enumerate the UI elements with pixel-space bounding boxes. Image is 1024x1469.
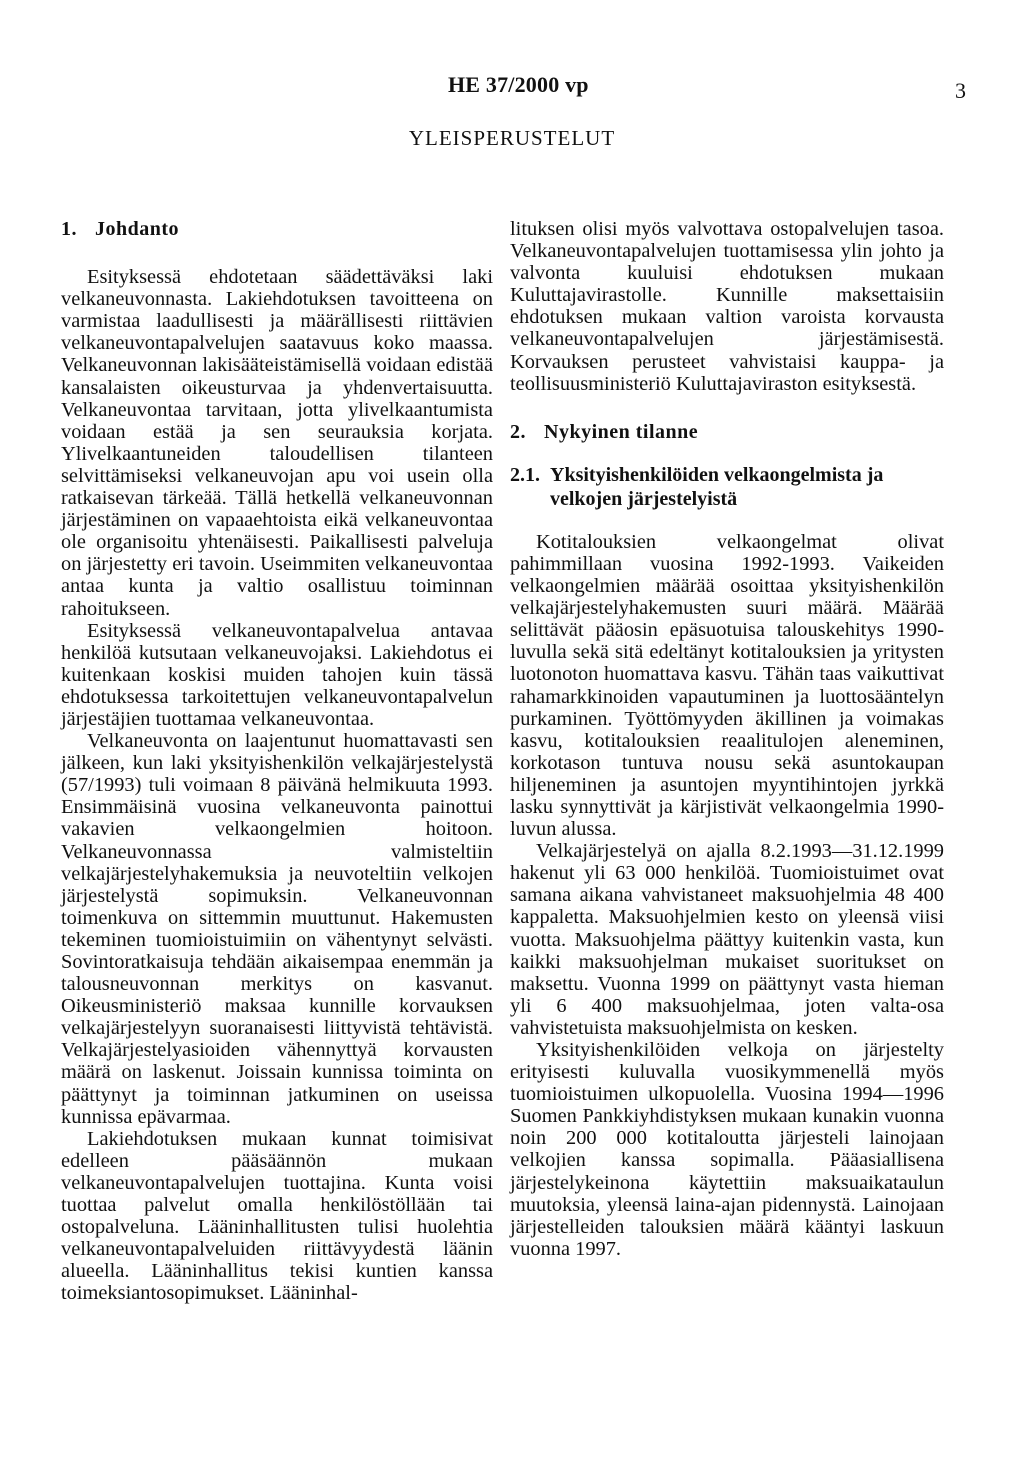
right-column (510, 218, 944, 1260)
paragraph: Velkaneuvonta on laajentunut huomattavasti sen jälkeen, kun laki yksityishenkilön velkajärjestelystä (57/1993) tuli voimaan 8 päivänä helmikuuta 1993. Ensimmäisinä vuosina velkaneuvonta painottui vakavien velkaongelmien hoitoon. Velkaneuvonnassa valmisteltiin velkajärjestelyhakemuksia ja neuvoteltiin velkojen järjestelystä sopimuksin. Velkaneuvonnan toimenkuva on sittemmin muuttunut. Hakemusten tekeminen tuomioistuimiin on vähentynyt selvästi. Sovintoratkaisuja tehdään aikaisempaa enemmän ja talousneuvonnan merkitys on kasvanut. Oikeusministeriö maksaa kunnille korvauksen velkajärjestelyyn suoranaisesti liittyvistä tehtävistä. Velkajärjestelyasioiden vähennyttyä korvausten määrä on laskenut. Joissain kunnissa toiminta on päättynyt ja toiminnan jatkuminen on useissa kunnissa epävarmaa. (61, 730, 493, 1128)
document-id: HE 37/2000 vp (448, 72, 589, 97)
subheading-text: Yksityishenkilöiden velkaongelmista ja velkojen järjestelyistä (550, 463, 884, 510)
paragraph: Yksityishenkilöiden velkoja on järjestelty erityisesti kuluvalla vuosikymmenellä myös tuomioistuimen ulkopuolella. Vuosina 1994—1996 Suomen Pankkiyhdistyksen mukaan kunakin vuonna noin 200 000 kotitaloutta järjesteli lainojaan velkojien kanssa sopimalla. Pääasiallisena järjestelykeinona käytettiin maksuaikataulun muutoksia, yleensä laina-ajan pidennystä. Lainojaan järjestelleiden talouksien määrä kääntyi laskuun vuonna 1997. (510, 1039, 944, 1260)
subheading-velkaongelmat (510, 463, 944, 511)
subheading-number: 2.1. (510, 463, 540, 486)
left-column (61, 218, 493, 1305)
section-title: YLEISPERUSTELUT (408, 126, 616, 150)
heading-number: 2. (510, 420, 526, 443)
paragraph: Esityksessä velkaneuvontapalvelua antavaa henkilöä kutsutaan velkaneuvojaksi. Lakiehdotus ei kuitenkaan koskisi muiden tahojen kuin tässä ehdotuksessa tarkoitettujen velkaneuvontapalvelun järjestäjien tuottamaa velkaneuvontaa. (61, 619, 493, 730)
heading-johdanto (61, 218, 493, 240)
heading-nykyinen-tilanne (510, 421, 944, 443)
paragraph: Esityksessä ehdotetaan säädettäväksi laki velkaneuvonnasta. Lakiehdotuksen tavoitteena on varmistaa laadullisesti ja määrällisesti riittävien velkaneuvontapalvelujen saatavuus koko maassa. Velkaneuvonnan lakisääteistämisellä voidaan edistää kansalaisten oikeusturvaa ja yhdenvertaisuutta. Velkaneuvontaa tarvitaan, jotta ylivelkaantumista voidaan estää ja sen seurauksia korjata. Ylivelkaantuneiden taloudellisen tilanteen selvittämiseksi velkaneuvojan apu voi usein olla ratkaisevan tärkeää. Tällä hetkellä velkaneuvonnan järjestäminen on vapaaehtoista eikä velkaneuvontaa ole organisoitu yhtenäisesti. Paikallisesti palveluja on järjestetty eri tavoin. Useimmiten velkaneuvontaa antaa kunta ja valtio osallistuu toiminnan rahoitukseen. (61, 266, 493, 620)
heading-number: 1. (61, 218, 77, 240)
paragraph: Kotitalouksien velkaongelmat olivat pahimmillaan vuosina 1992-1993. Vaikeiden velkaongelmien määrää osoittaa yksityishenkilön velkajärjestelyhakemusten suuri määrä. Määrää selittävät pääosin epäsuotuisa talouskehitys 1990-luvulla sekä sitä edeltänyt kotitalouksien ja yritysten luotonoton huomattava kasvu. Tähän taas vaikuttivat rahamarkkinoiden vapautuminen ja luottosääntelyn purkaminen. Työttömyyden äkillinen ja voimakas kasvu, kotitalouksien reaalitulojen aleneminen, korkotason tuntuva nousu sekä asuntokaupan hiljeneminen ja asuntojen myyntihintojen jyrkkä lasku synnyttivät ja kärjistivät velkaongelmia 1990-luvun alussa. (510, 530, 944, 841)
heading-text: Nykyinen tilanne (544, 420, 699, 443)
paragraph: Velkajärjestelyä on ajalla 8.2.1993—31.12.1999 hakenut yli 63 000 henkilöä. Tuomioistuimet ovat samana aikana vahvistaneet maksuohjelmia 48 400 kappaletta. Maksuohjelmien kesto on yleensä viisi vuotta. Maksuohjelma päättyy kuitenkin vasta, kun kaikki maksuohjelman mukaiset suoritukset on maksettu. Vuonna 1999 on päättynyt vasta hieman yli 6 400 maksuohjelmaa, joten valta-osa vahvistetuista maksuohjelmista on kesken. (510, 840, 944, 1039)
page-header (0, 72, 1024, 112)
paragraph: Lakiehdotuksen mukaan kunnat toimisivat edelleen pääsäännön mukaan velkaneuvontapalvelujen tuottajina. Kunta voisi tuottaa palvelut omalla henkilöstöllään tai ostopalveluna. Lääninhallitusten tulisi huolehtia velkaneuvontapalveluiden riittävyydestä läänin alueella. Lääninhallitus tekisi kuntien kanssa toimeksiantosopimukset. Lääninhal- (61, 1127, 493, 1305)
heading-text: Johdanto (95, 218, 180, 240)
page-number: 3 (955, 78, 966, 103)
paragraph-continuation: lituksen olisi myös valvottava ostopalvelujen tasoa. Velkaneuvontapalvelujen tuottamisessa ylin johto ja valvonta kuuluisi ehdotuksen mukaan Kuluttajavirastolle. Kunnille maksettaisiin ehdotuksen mukaan valtion varoista korvausta velkaneuvontapalvelujen järjestämisestä. Korvauksen perusteet vahvistaisi kauppa- ja teollisuusministeriö Kuluttajaviraston esityksestä. (510, 218, 944, 395)
